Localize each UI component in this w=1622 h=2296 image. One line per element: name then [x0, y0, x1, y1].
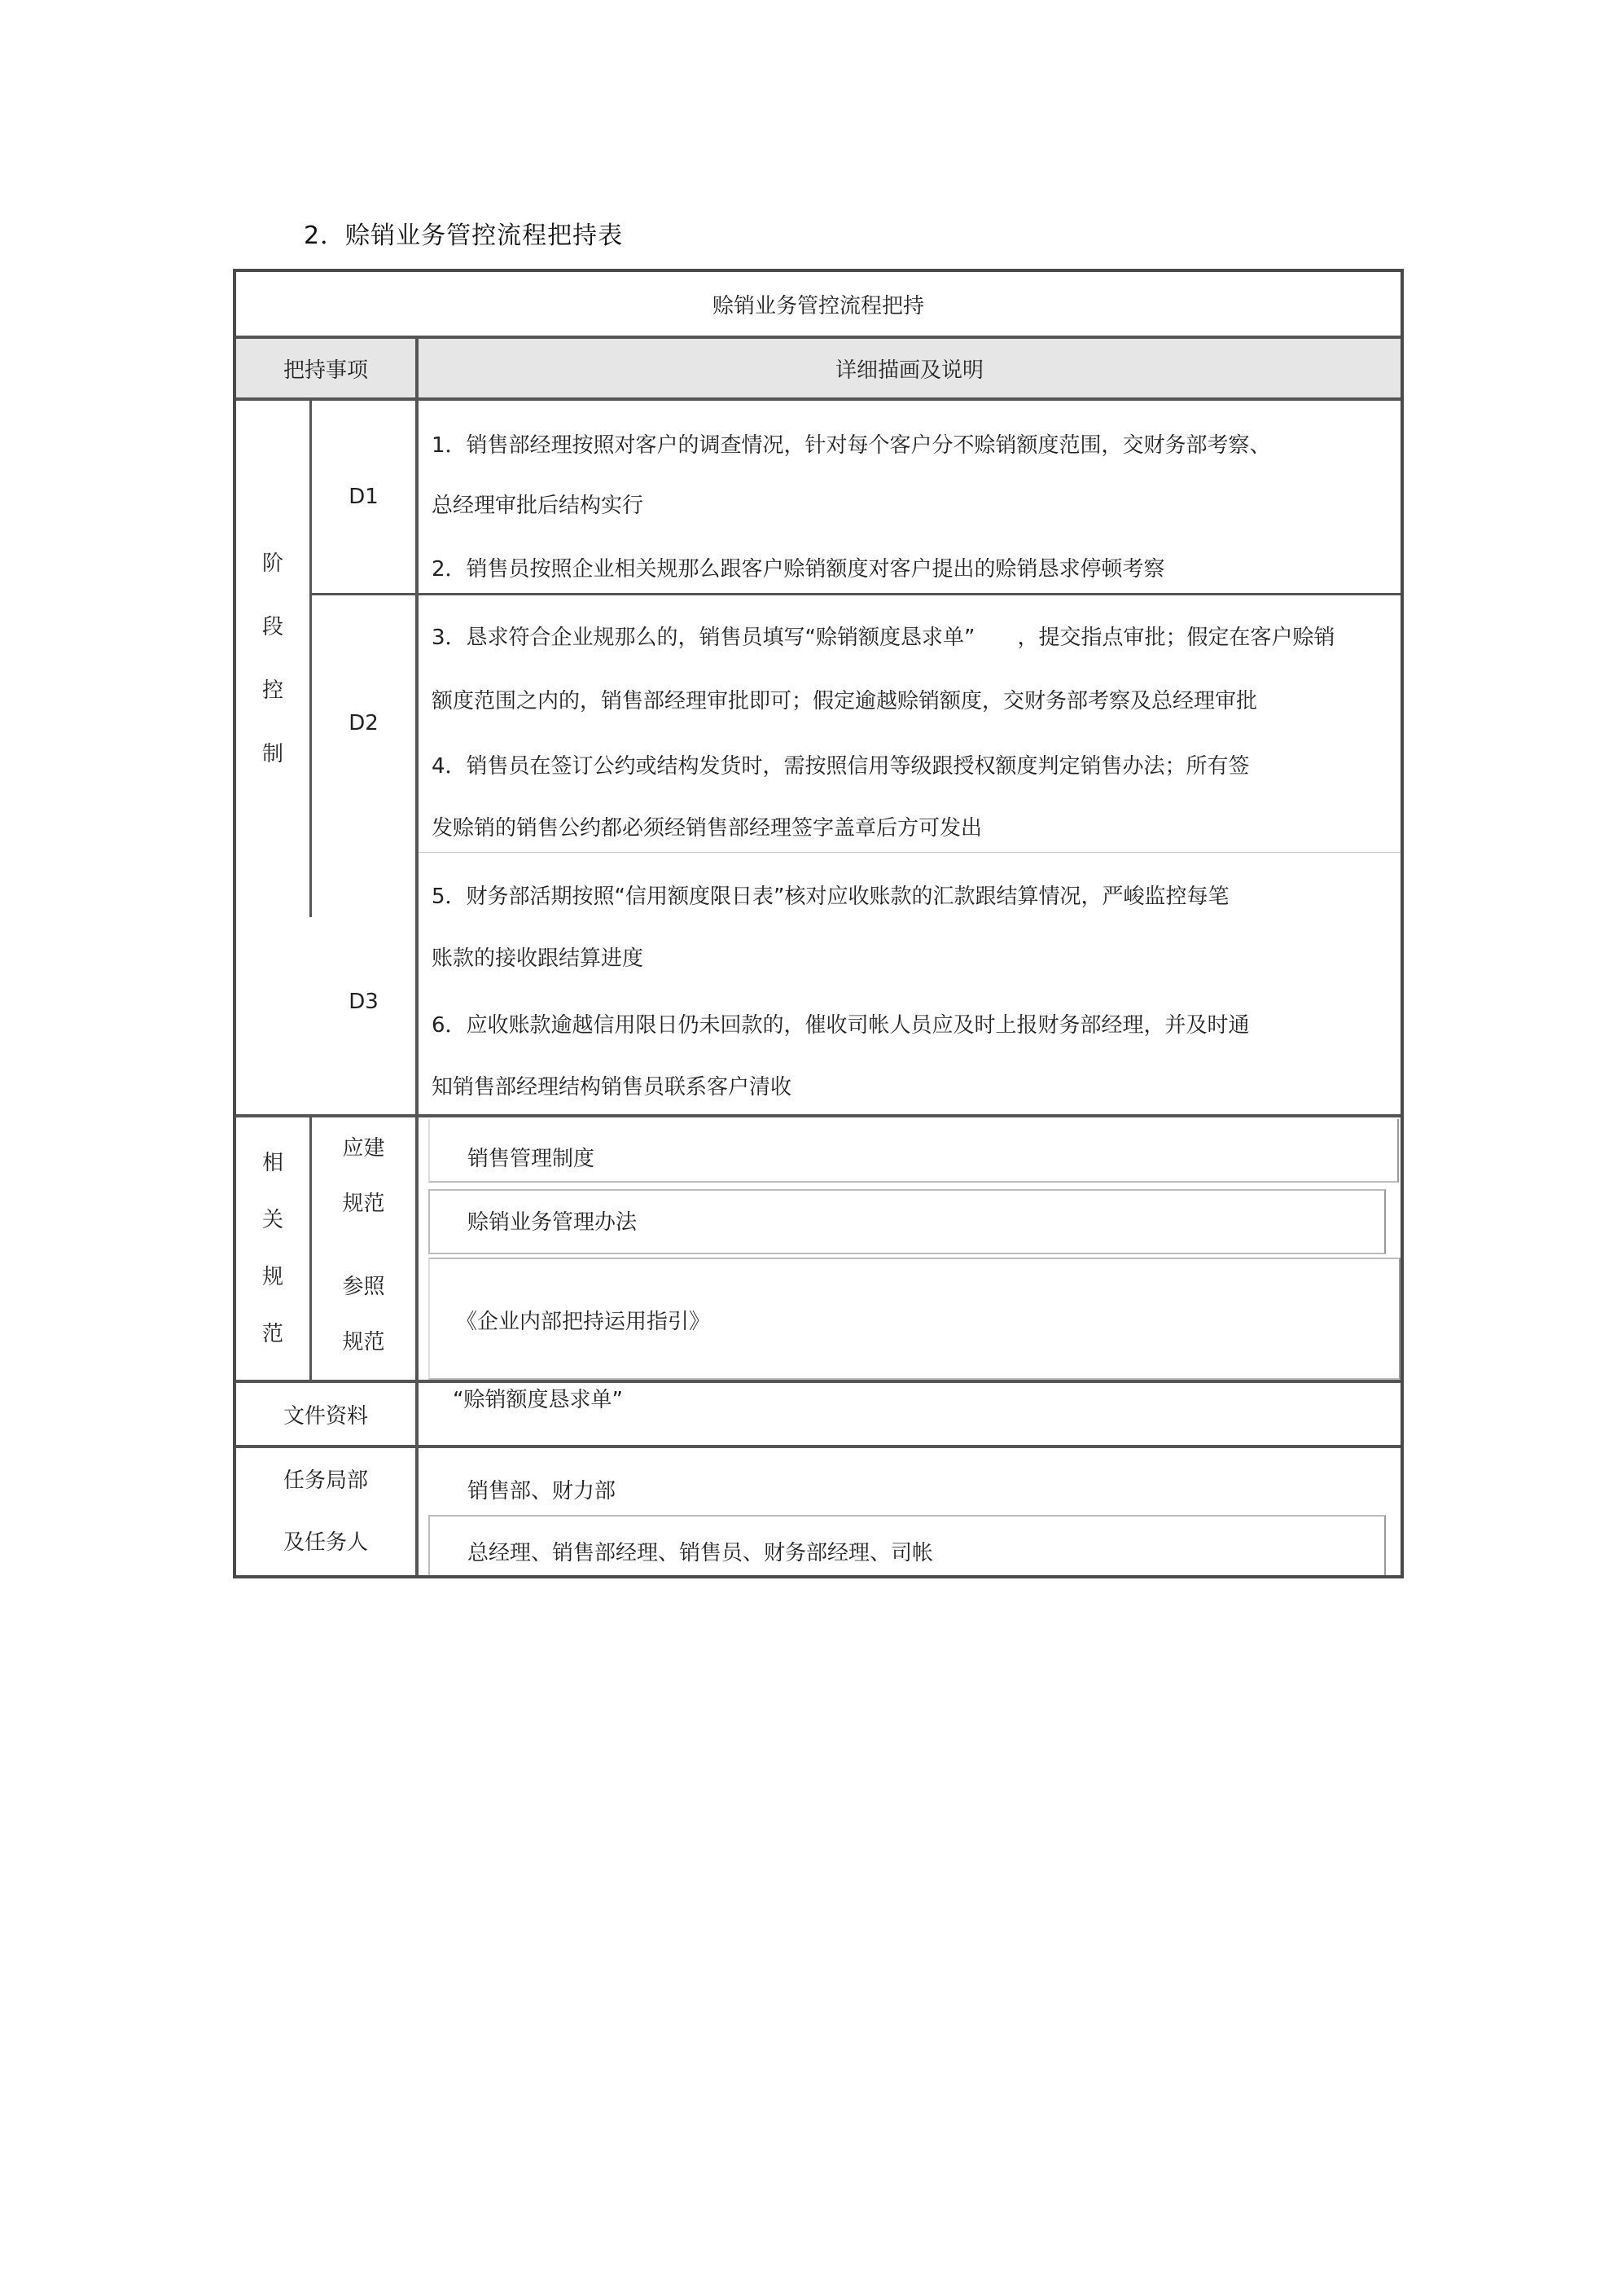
- norm-item: 赊销业务管理办法: [467, 1210, 638, 1235]
- reference-label: [312, 1249, 415, 1380]
- documents-label: 文件资料: [283, 1403, 368, 1429]
- reference-label-line: 参照: [342, 1275, 385, 1299]
- stage-label-char: 制: [261, 742, 283, 766]
- stage-d2-line: 发赊销的销售公约都必须经销售部经理签字盖章后方可发出: [432, 816, 983, 841]
- section-heading: 2．赊销业务管控流程把持表: [304, 222, 624, 250]
- norm-item: 销售管理制度: [467, 1147, 595, 1171]
- related-label-char: 相: [261, 1151, 283, 1175]
- norm-item: 《企业内部把持运用指引》: [456, 1310, 711, 1334]
- should-build-label: [312, 1117, 415, 1235]
- stage-id-d3: D3: [349, 990, 379, 1014]
- responsible-item: 总经理、销售部经理、销售员、财务部经理、司帐: [467, 1541, 934, 1565]
- related-label-char: 关: [261, 1208, 283, 1232]
- stage-control-label: [236, 401, 309, 917]
- stage-label-char: 段: [261, 615, 283, 639]
- responsible-label: [236, 1448, 415, 1575]
- stage-d1-line: 1．销售部经理按照对客户的调查情况，针对每个客户分不赊销额度范围，交财务部考察、: [432, 433, 1271, 458]
- stage-d2-line: 3．恳求符合企业规那么的，销售员填写“赊销额度恳求单” ，提交指点审批；假定在客户赊销: [432, 626, 1335, 650]
- related-label-char: 规: [261, 1265, 283, 1289]
- should-build-label-line: 规范: [342, 1192, 385, 1216]
- should-build-label-line: 应建: [342, 1136, 385, 1161]
- stage-d3-line: 6．应收账款逾越信用限日仍未回款的，催收司帐人员应及时上报财务部经理，并及时通: [432, 1013, 1250, 1038]
- reference-label-line: 规范: [342, 1330, 385, 1354]
- stage-label-char: 控: [261, 678, 283, 703]
- row-divider: [312, 593, 1401, 595]
- header-item-col: 把持事项: [283, 358, 368, 383]
- control-table: [233, 269, 1404, 1578]
- row-divider: [419, 852, 1401, 853]
- table-title: 赊销业务管控流程把持: [712, 293, 924, 318]
- column-divider: [415, 339, 419, 1575]
- stage-id-d1: D1: [349, 485, 379, 509]
- stage-d3-line: 账款的接收跟结算进度: [432, 946, 644, 971]
- documents-value: “赊销额度恳求单”: [453, 1388, 623, 1412]
- stage-d3-line: 知销售部经理结构销售员联系客户清收: [432, 1075, 792, 1100]
- stage-d2-line: 4．销售员在签订公约或结构发货时，需按照信用等级跟授权额度判定销售办法；所有签: [432, 754, 1250, 779]
- stage-label-char: 阶: [261, 551, 283, 576]
- stage-d1-line: 总经理审批后结构实行: [432, 494, 644, 518]
- stage-d2-line: 额度范围之内的，销售部经理审批即可；假定逾越赊销额度，交财务部考察及总经理审批: [432, 689, 1258, 713]
- responsible-label-line: 及任务人: [283, 1530, 368, 1555]
- stage-d1-line: 2．销售员按照企业相关规那么跟客户赊销额度对客户提出的赊销恳求停顿考察: [432, 557, 1165, 582]
- stage-d3-line: 5．财务部活期按照“信用额度限日表”核对应收账款的汇款跟结算情况，严峻监控每笔: [432, 885, 1230, 909]
- related-norms-label: [236, 1117, 309, 1380]
- responsible-item: 销售部、财力部: [467, 1479, 616, 1504]
- stage-id-d2: D2: [349, 711, 379, 735]
- header-desc-col: 详细描画及说明: [835, 358, 984, 383]
- responsible-label-line: 任务局部: [283, 1468, 368, 1493]
- related-label-char: 范: [261, 1322, 283, 1346]
